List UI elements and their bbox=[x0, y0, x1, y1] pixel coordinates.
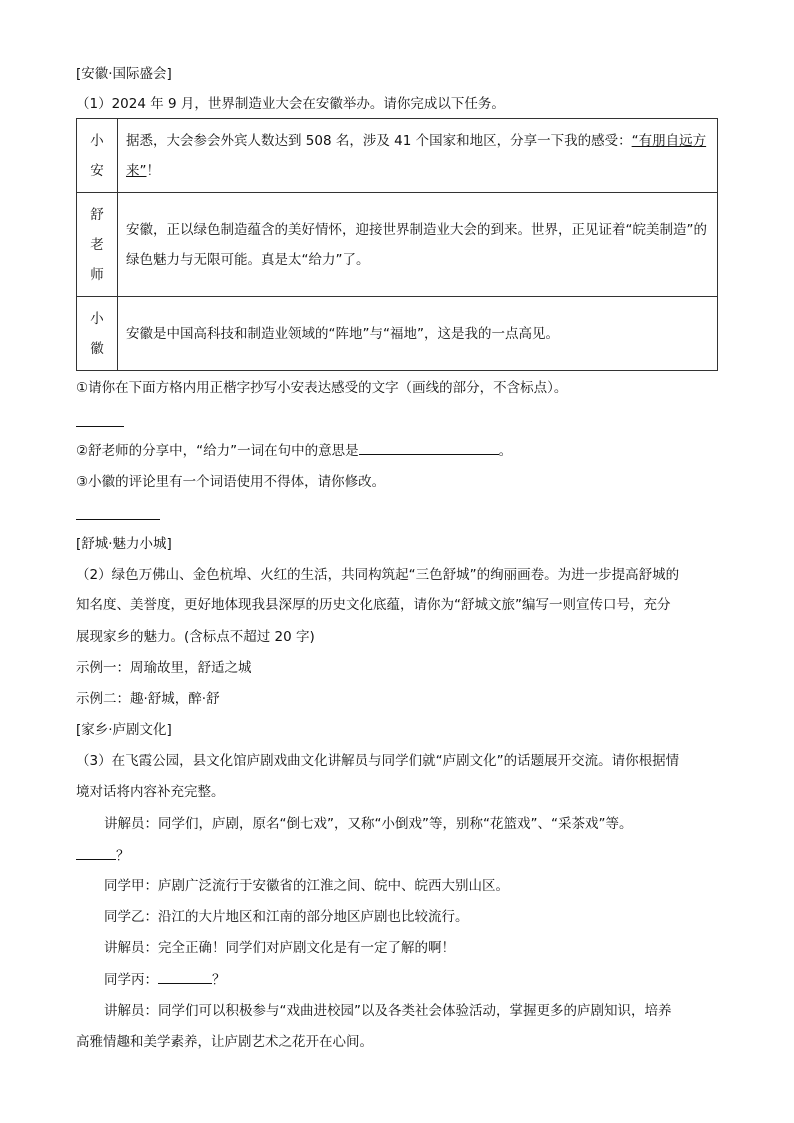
task-2-instruction bbox=[76, 440, 512, 461]
answer-blank-2[interactable] bbox=[359, 440, 499, 455]
speaker-char: 小 bbox=[90, 310, 104, 327]
statement-end: ！ bbox=[146, 162, 160, 179]
question-2-line: （2）绿色万佛山、金色杭埠、火红的生活，共同构筑起“三色舒城”的绚丽画卷。为进一步提高舒城的 bbox=[76, 567, 680, 583]
answer-blank-5[interactable] bbox=[158, 969, 212, 984]
answer-blank-1[interactable] bbox=[76, 426, 124, 427]
task-2-text: ②舒老师的分享中，“给力”一词在句中的意思是 bbox=[76, 443, 359, 459]
dialog-guide-3-cont: 高雅情趣和美学素养，让庐剧艺术之花开在心间。 bbox=[76, 1034, 373, 1050]
question-2-line: 知名度、美誉度，更好地体现我县深厚的历史文化底蕴，请你为“舒城文旅”编写一则宣传口号，充分 bbox=[76, 597, 671, 613]
task-3-instruction: ③小徽的评论里有一个词语使用不得体，请你修改。 bbox=[76, 474, 386, 490]
question-mark: ？ bbox=[116, 848, 130, 864]
dialog-guide-1: 讲解员：同学们，庐剧，原名“倒七戏”，又称“小倒戏”等，别称“花篮戏”、“采茶戏”等。 bbox=[104, 816, 633, 832]
example-1: 示例一：周瑜故里，舒适之城 bbox=[76, 660, 252, 676]
statement-cell bbox=[118, 119, 718, 193]
table-row bbox=[77, 297, 718, 371]
statement-cell: 安徽是中国高科技和制造业领域的“阵地”与“福地”，这是我的一点高见。 bbox=[118, 297, 718, 371]
answer-blank-4[interactable] bbox=[76, 845, 116, 860]
task-2-end: 。 bbox=[498, 443, 513, 459]
section-header-anhui: [安徽·国际盛会] bbox=[76, 66, 172, 82]
dialog-table bbox=[76, 118, 718, 371]
speaker-cell bbox=[77, 193, 118, 297]
speaker-cell bbox=[77, 119, 118, 193]
example-2: 示例二：趣·舒城，醉·舒 bbox=[76, 691, 220, 707]
speaker-char: 老 bbox=[90, 236, 104, 253]
question-2-line: 展现家乡的魅力。(含标点不超过 20 字) bbox=[76, 629, 315, 645]
dialog-guide-2: 讲解员：完全正确！同学们对庐剧文化是有一定了解的啊！ bbox=[104, 940, 455, 956]
speaker-char: 小 bbox=[90, 132, 104, 149]
answer-blank-3[interactable] bbox=[76, 519, 160, 520]
dialog-student-c bbox=[104, 969, 226, 990]
table-row bbox=[77, 193, 718, 297]
dialog-student-b: 同学乙：沿江的大片地区和江南的部分地区庐剧也比较流行。 bbox=[104, 909, 469, 925]
underlined-quote: “有朋自远方来” bbox=[126, 132, 707, 179]
question-3-line: （3）在飞霞公园，县文化馆庐剧戏曲文化讲解员与同学们就“庐剧文化”的话题展开交流。请你根据情 bbox=[76, 753, 680, 769]
student-c-label: 同学丙： bbox=[104, 972, 158, 988]
question-3-line: 境对话将内容补充完整。 bbox=[76, 784, 225, 800]
speaker-char: 安 bbox=[90, 162, 104, 179]
section-header-shucheng: [舒城·魅力小城] bbox=[76, 536, 172, 552]
question-mark: ？ bbox=[212, 972, 226, 988]
speaker-char: 徽 bbox=[90, 340, 104, 357]
table-row bbox=[77, 119, 718, 193]
dialog-guide-3: 讲解员：同学们可以积极参与“戏曲进校园”以及各类社会体验活动，掌握更多的庐剧知识，培养 bbox=[104, 1003, 672, 1019]
task-1-instruction: ①请你在下面方格内用正楷字抄写小安表达感受的文字（画线的部分，不含标点）。 bbox=[76, 380, 568, 396]
dialog-student-a: 同学甲：庐剧广泛流行于安徽省的江淮之间、皖中、皖西大别山区。 bbox=[104, 878, 509, 894]
statement-text: 据悉，大会参会外宾人数达到 508 名，涉及 41 个国家和地区，分享一下我的感受： bbox=[126, 132, 632, 149]
dialog-blank-line bbox=[76, 845, 130, 866]
speaker-cell bbox=[77, 297, 118, 371]
speaker-char: 舒 bbox=[90, 206, 104, 223]
speaker-char: 师 bbox=[90, 266, 104, 283]
question-1-prompt: （1）2024 年 9 月，世界制造业大会在安徽举办。请你完成以下任务。 bbox=[76, 96, 505, 112]
section-header-luju: [家乡·庐剧文化] bbox=[76, 722, 172, 738]
statement-cell: 安徽，正以绿色制造蕴含的美好情怀，迎接世界制造业大会的到来。世界，正见证着“皖美制造”的绿色魅力与无限可能。真是太“给力”了。 bbox=[118, 193, 718, 297]
